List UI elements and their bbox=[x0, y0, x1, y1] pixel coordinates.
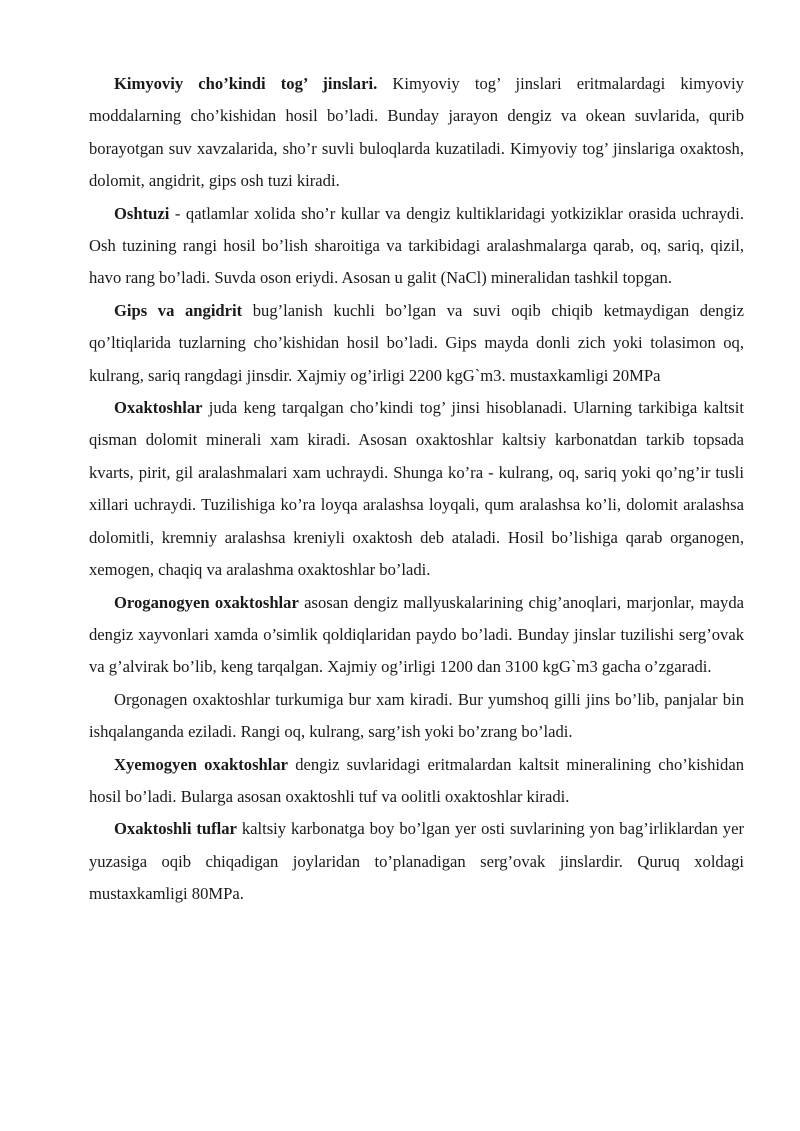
paragraph-tuflar bbox=[89, 813, 744, 910]
paragraph-text: Kimyoviy tog’ jinslari eritmalardagi kimyoviy moddalarning cho’kishidan hosil bo’ladi. Bunday jarayon dengiz va okean suvlarida, qurib borayotgan suv xavzalarida, sho’r suvli buloqlarda kuzatiladi. Kimyoviy tog’ jinslariga oxaktosh, dolomit, angidrit, gips osh tuzi kiradi. bbox=[89, 74, 744, 191]
term-organogen: Oroganogyen oxaktoshlar bbox=[114, 592, 299, 612]
document-page bbox=[89, 68, 744, 911]
paragraph-organogen bbox=[89, 587, 744, 684]
term-gips: Gips va angidrit bbox=[114, 300, 243, 320]
paragraph-text: kaltsiy karbonatga boy bo’lgan yer osti suvlarining yon bag’irliklardan yer yuzasiga oqib chiqadigan joylaridan to’planadigan serg’ovak jinslardir. Quruq xoldagi mustaxkamligi 80MPa. bbox=[89, 819, 744, 904]
paragraph-oshtuzi bbox=[89, 198, 744, 295]
term-oshtuzi: Oshtuzi bbox=[114, 203, 170, 223]
paragraph-text: Orgonagen oxaktoshlar turkumiga bur xam kiradi. Bur yumshoq gilli jins bo’lib, panjalar bin ishqalanganda eziladi. Rangi oq, kulrang, sarg’ish yoki bo’zrang bo’ladi. bbox=[89, 689, 744, 742]
paragraph-xemogen bbox=[89, 749, 744, 814]
term-oxaktoshlar: Oxaktoshlar bbox=[114, 398, 203, 418]
paragraph-text: asosan dengiz mallyuskalarining chig’anoqlari, marjonlar, mayda dengiz xayvonlari xamda o’simlik qoldiqlaridan paydo bo’ladi. Bunday jinslar tuzilishi serg’ovak va g’alvirak bo’lib, keng tarqalgan. Xajmiy og’irligi 1200 dan 3100 kgG`m3 gacha o’zgaradi. bbox=[89, 592, 745, 677]
paragraph-gips bbox=[89, 295, 744, 392]
paragraph-bur bbox=[89, 684, 744, 749]
term-xemogen: Xyemogyen oxaktoshlar bbox=[114, 754, 289, 774]
paragraph-text: - qatlamlar xolida sho’r kullar va dengiz kultiklaridagi yotkiziklar orasida uchraydi. Osh tuzining rangi hosil bo’lish sharoitiga va tarkibidagi aralashmalarga qarab, oq, sariq, qizil, havo rang bo’ladi. Suvda oson eriydi. Asosan u galit (NaCl) mineralidan tashkil topgan. bbox=[89, 203, 744, 288]
paragraph-kimyoviy bbox=[89, 68, 744, 198]
paragraph-text: juda keng tarqalgan cho’kindi tog’ jinsi hisoblanadi. Ularning tarkibiga kaltsit qisman dolomit minerali xam kiradi. Asosan oxaktoshlar kaltsiy karbonatdan tarkib topsada kvarts, pirit, gil aralashmalari xam uchraydi. Shunga ko’ra - kulrang, oq, sariq yoki qo’ng’ir tusli xillari uchraydi. Tuzilishiga ko’ra loyqa aralashsa loyqali, qum aralashsa ko’li, dolomit aralashsa dolomitli, kremniy aralashsa kreniyli oxaktosh deb ataladi. Hosil bo’lishiga qarab organogen, xemogen, chaqiq va aralashma oxaktoshlar bo’ladi. bbox=[89, 398, 744, 580]
paragraph-text: bug’lanish kuchli bo’lgan va suvi oqib chiqib ketmaydigan dengiz qo’ltiqlarida tuzlarning cho’kishidan hosil bo’ladi. Gips mayda donli zich yoki tolasimon oq, kulrang, sariq rangdagi jinsdir. Xajmiy og’irligi 2200 kgG`m3. mustaxkamligi 20MPa bbox=[89, 300, 744, 385]
term-tuflar: Oxaktoshli tuflar bbox=[114, 819, 237, 839]
term-kimyoviy: Kimyoviy cho’kindi tog’ jinslari. bbox=[114, 74, 378, 93]
paragraph-text: dengiz suvlaridagi eritmalardan kaltsit mineralining cho’kishidan hosil bo’ladi. Bularga asosan oxaktoshli tuf va oolitli oxaktoshlar kiradi. bbox=[89, 754, 744, 806]
paragraph-oxaktoshlar bbox=[89, 392, 744, 586]
